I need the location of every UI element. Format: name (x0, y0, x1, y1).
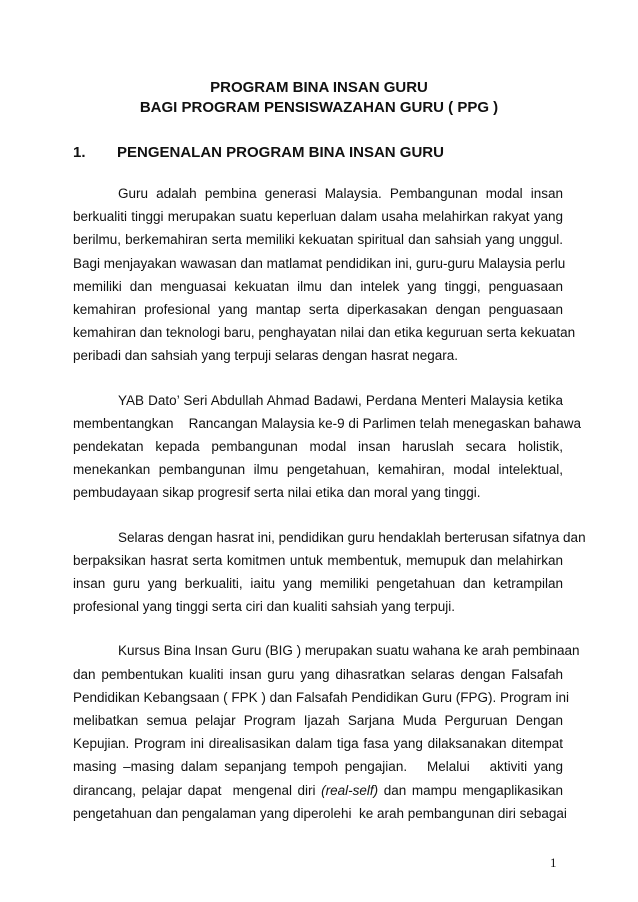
body-text (73, 182, 586, 846)
section-number: 1. (73, 144, 86, 161)
text-line: melibatkan semua pelajar Program Ijazah Sarjana Muda Perguruan Dengan (73, 713, 563, 729)
text-line: berilmu, berkemahiran serta memiliki kekuatan spiritual dan sahsiah yang unggul. (73, 232, 563, 248)
text-line: berpaksikan hasrat serta komitmen untuk membentuk, memupuk dan melahirkan (73, 552, 563, 568)
text-line: Selaras dengan hasrat ini, pendidikan guru hendaklah berterusan sifatnya dan (118, 529, 586, 545)
text-segment: dan mampu mengaplikasikan (378, 782, 563, 798)
text-line: menekankan pembangunan ilmu pengetahuan, kemahiran, modal intelektual, (73, 462, 563, 478)
text-line: pembudayaan sikap progresif serta nilai etika dan moral yang tinggi. (73, 485, 481, 501)
text-line: Guru adalah pembina generasi Malaysia. Pembangunan modal insan (118, 186, 563, 201)
document-title-block (0, 78, 638, 118)
text-line: kemahiran profesional yang mantap serta diperkasakan dengan penguasaan (73, 302, 563, 318)
italic-term: (real-self) (321, 782, 379, 798)
paragraph-4 (73, 639, 580, 825)
text-line: peribadi dan sahsiah yang terpuji selaras dengan hasrat negara. (73, 348, 459, 364)
text-line: berkualiti tinggi merupakan suatu keperluan dalam usaha melahirkan rakyat yang (73, 209, 563, 225)
text-line: pendekatan kepada pembangunan modal insan haruslah secara holistik, (73, 439, 563, 455)
text-line: profesional yang tinggi serta ciri dan kualiti sahsiah yang terpuji. (73, 599, 455, 615)
text-line: pengetahuan dan pengalaman yang diperolehi ke arah pembangunan diri sebagai (73, 805, 567, 821)
text-line (73, 779, 563, 802)
page-number: 1 (550, 855, 557, 870)
section-title: PENGENALAN PROGRAM BINA INSAN GURU (117, 144, 444, 161)
text-line: masing –masing dalam sepanjang tempoh pengajian. Melalui aktiviti yang (73, 759, 563, 775)
section-heading (73, 143, 573, 163)
text-line: Bagi menjayakan wawasan dan matlamat pendidikan ini, guru-guru Malaysia perlu (73, 255, 566, 271)
text-line: membentangkan Rancangan Malaysia ke-9 di Parlimen telah menegaskan bahawa (73, 415, 582, 431)
document-title: PROGRAM BINA INSAN GURU (210, 79, 428, 96)
paragraph-2 (73, 389, 582, 505)
text-line: memiliki dan menguasai kekuatan ilmu dan intelek yang tinggi, penguasaan (73, 278, 563, 294)
text-line: kemahiran dan teknologi baru, penghayatan nilai dan etika keguruan serta kekuatan (73, 325, 576, 341)
text-line: insan guru yang berkualiti, iaitu yang memiliki pengetahuan dan ketrampilan (73, 576, 563, 592)
text-line: YAB Dato’ Seri Abdullah Ahmad Badawi, Perdana Menteri Malaysia ketika (118, 392, 563, 408)
paragraph-1 (73, 182, 576, 368)
document-subtitle: BAGI PROGRAM PENSISWAZAHAN GURU ( PPG ) (139, 99, 499, 116)
text-line: Pendidikan Kebangsaan ( FPK ) dan Falsafah Pendidikan Guru (FPG). Program ini (73, 689, 570, 705)
text-line: Kursus Bina Insan Guru (BIG ) merupakan suatu wahana ke arah pembinaan (118, 643, 580, 659)
text-line: Kepujian. Program ini direalisasikan dalam tiga fasa yang dilaksanakan ditempat (73, 736, 563, 752)
text-segment: dirancang, pelajar dapat mengenal diri (73, 782, 322, 798)
text-line: dan pembentukan kualiti insan guru yang dihasratkan selaras dengan Falsafah (73, 666, 563, 682)
paragraph-3 (73, 526, 586, 619)
